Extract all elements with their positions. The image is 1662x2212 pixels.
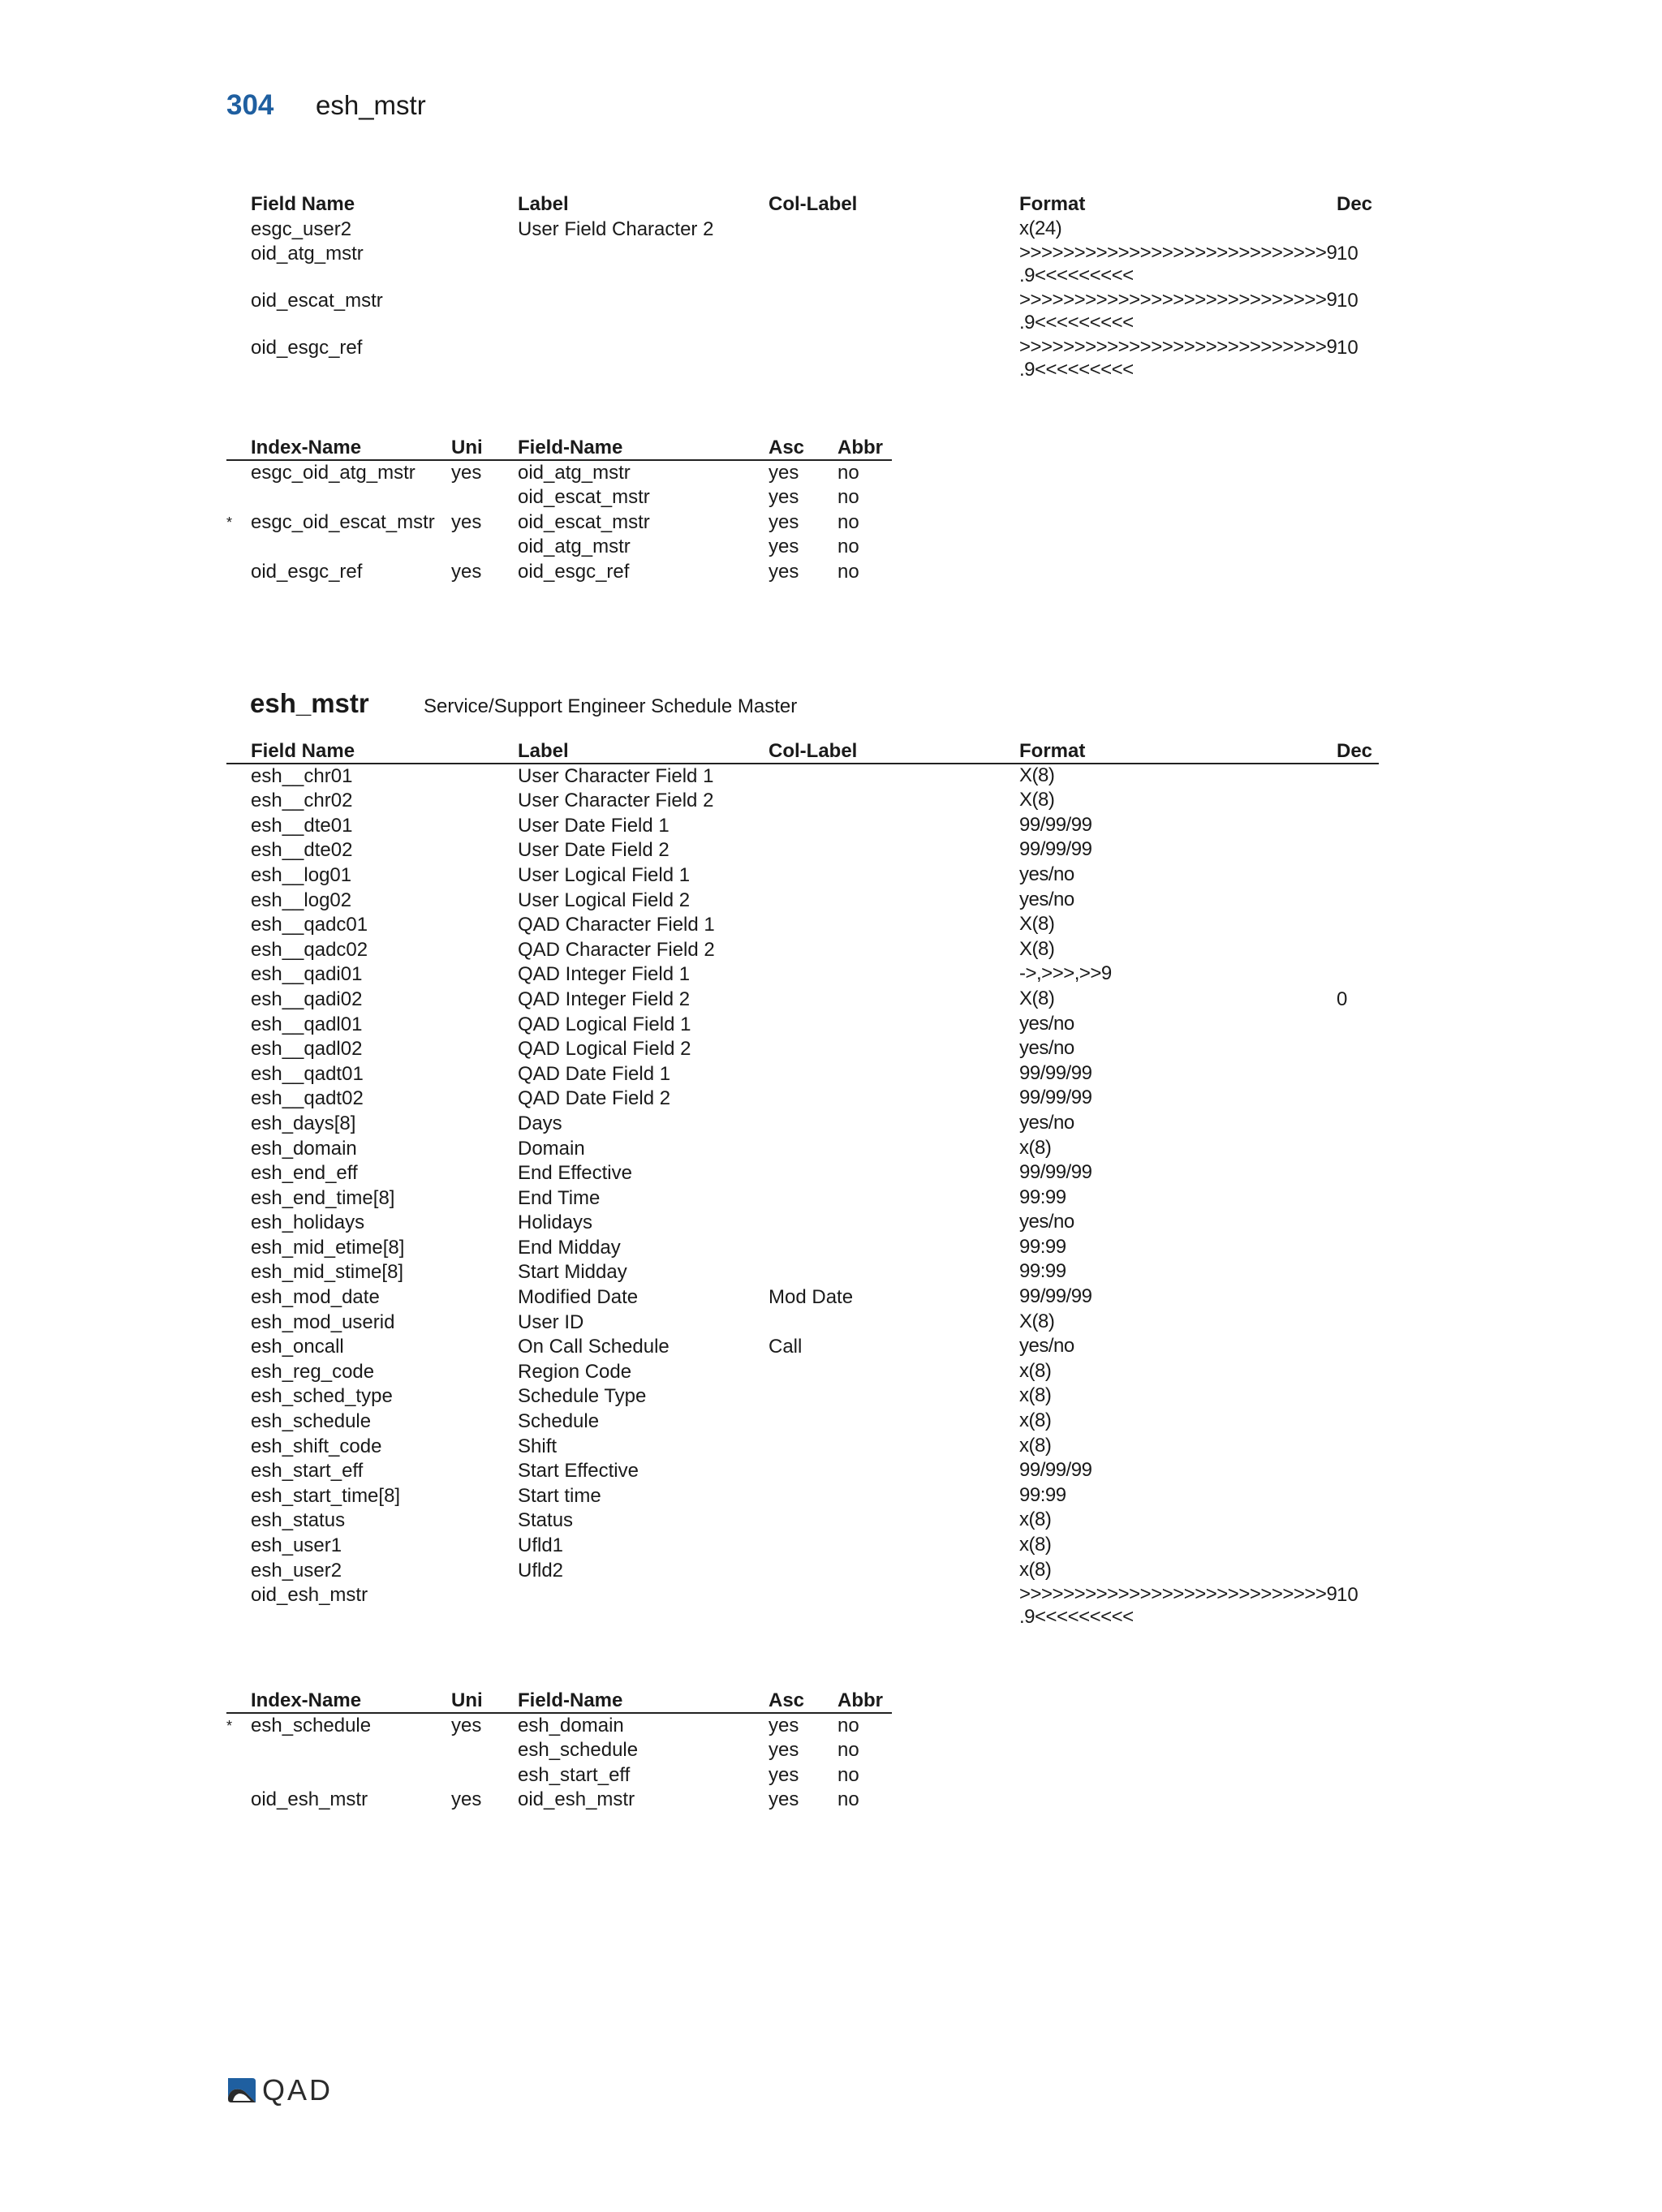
header-index-name: Index-Name [251,437,362,458]
format-line-continued: .9<<<<<<<<< [1019,1606,1134,1629]
field-format [1019,1335,1074,1358]
field-format [1019,1435,1051,1457]
index-ascending: yes [769,1714,799,1736]
index-abbreviated: no [837,1788,859,1811]
table-row [226,913,1379,938]
field-name: esh__log02 [251,889,352,911]
index-field-name: oid_esgc_ref [518,560,630,583]
field-dec: 10 [1337,290,1358,312]
format-line: yes/no [1019,1211,1074,1233]
field-name: oid_escat_mstr [251,290,383,312]
field-format [1019,1037,1074,1060]
field-format [1019,289,1337,334]
field-label: QAD Character Field 2 [518,938,715,961]
format-line: >>>>>>>>>>>>>>>>>>>>>>>>>>>>9 [1019,336,1337,359]
field-label: End Midday [518,1236,621,1259]
header-format: Format [1019,193,1086,215]
field-name: esh__qadc02 [251,938,368,961]
field-name: esh_user1 [251,1534,342,1556]
header-field-name: Field-Name [518,1689,623,1711]
table-row [226,1161,1379,1186]
index-field-name: oid_esh_mstr [518,1788,635,1811]
field-label: Ufld2 [518,1559,564,1582]
field-format [1019,1559,1051,1582]
format-line: 99/99/99 [1019,1087,1092,1109]
field-format [1019,1360,1051,1383]
format-line: x(8) [1019,1136,1052,1159]
header-asc: Asc [769,437,805,458]
table-row [226,962,1379,988]
field-label: User Date Field 1 [518,814,670,837]
format-line: yes/no [1019,1037,1074,1060]
index-unique: yes [451,510,482,533]
table-row [226,1435,1379,1460]
format-line: ->,>>>,>>9 [1019,962,1112,985]
index-field-name: oid_escat_mstr [518,510,650,533]
top-fields-rows [226,217,1379,384]
field-name: esh_reg_code [251,1360,375,1383]
field-format [1019,1062,1091,1085]
index-abbreviated: no [837,1714,859,1736]
index-abbreviated: no [837,510,859,533]
table-row [226,1583,1379,1630]
table-row [226,1310,1379,1336]
format-line: X(8) [1019,789,1055,811]
table-row [226,1236,1379,1261]
format-line: x(8) [1019,1534,1052,1556]
table-row [226,510,892,536]
field-name: esh_days[8] [251,1112,356,1134]
format-line: yes/no [1019,1335,1074,1358]
field-format [1019,1459,1091,1482]
field-name: esh__chr02 [251,790,353,812]
header-asc: Asc [769,1689,805,1711]
index-field-name: oid_atg_mstr [518,461,631,484]
field-label: User Character Field 1 [518,764,714,787]
table-row [226,988,1379,1013]
format-line: >>>>>>>>>>>>>>>>>>>>>>>>>>>>9 [1019,1583,1337,1606]
table-header-row [226,192,1379,217]
format-line: X(8) [1019,937,1055,960]
table-row [226,1137,1379,1162]
index-header-row [226,1689,892,1714]
field-label: Modified Date [518,1286,639,1309]
index-ascending: yes [769,486,799,509]
index-unique: yes [451,560,482,583]
header-col-label: Col-Label [769,740,858,762]
table-row [226,1459,1379,1484]
table-row [226,1384,1379,1409]
field-name: oid_atg_mstr [251,243,364,265]
format-line-continued: .9<<<<<<<<< [1019,312,1134,334]
field-format [1019,814,1091,837]
field-name: esh_sched_type [251,1385,393,1408]
index-ascending: yes [769,510,799,533]
field-label: QAD Date Field 1 [518,1062,671,1085]
index-field-name: esh_start_eff [518,1763,631,1786]
field-name: esh__qadl01 [251,1013,363,1035]
field-format [1019,1384,1051,1407]
table-row [226,1360,1379,1385]
table-row [226,889,1379,914]
header-dec: Dec [1337,193,1373,215]
table-row [226,1534,1379,1559]
field-label: Schedule [518,1410,600,1433]
header-abbr: Abbr [837,1689,883,1711]
index-abbreviated: no [837,1763,859,1786]
format-line: 99:99 [1019,1483,1066,1506]
field-name: esgc_user2 [251,217,352,240]
logo-wordmark: QAD [262,2073,334,2107]
field-format [1019,1484,1066,1507]
table-row [226,1112,1379,1137]
index-field-name: oid_atg_mstr [518,536,631,558]
field-name: esh__chr01 [251,764,353,787]
format-line: 99/99/99 [1019,813,1092,836]
table-row [226,1013,1379,1038]
field-label: QAD Integer Field 2 [518,988,691,1010]
field-format [1019,217,1061,240]
field-name: esh_start_eff [251,1460,364,1483]
main-fields-rows [226,764,1379,1631]
field-name: oid_esgc_ref [251,337,363,359]
header-field-name: Field-Name [518,437,623,458]
index-unique: yes [451,1714,482,1736]
field-format [1019,764,1054,787]
field-name: esh__qadt01 [251,1062,364,1085]
field-name: esh_mid_stime[8] [251,1261,404,1284]
main-index-rows [226,1714,892,1813]
format-line: X(8) [1019,764,1055,786]
main-index-table [226,1689,892,1813]
table-row [226,938,1379,963]
main-fields-table [226,739,1379,1630]
table-row [226,1260,1379,1285]
header-col-label: Col-Label [769,193,858,215]
table-header-row [226,739,1379,764]
table-row [226,485,892,510]
format-line: 99/99/99 [1019,1459,1092,1482]
field-name: esh__qadi01 [251,963,363,986]
running-header [226,89,426,130]
field-format [1019,1087,1091,1109]
format-line: yes/no [1019,1111,1074,1134]
field-label: Schedule Type [518,1385,647,1408]
format-line: yes/no [1019,863,1074,885]
field-format [1019,1161,1091,1184]
format-line: >>>>>>>>>>>>>>>>>>>>>>>>>>>>9 [1019,242,1337,265]
table-row [226,814,1379,839]
header-label: Label [518,740,569,762]
format-line: 99:99 [1019,1186,1066,1208]
index-abbreviated: no [837,536,859,558]
field-label: Domain [518,1137,585,1160]
field-format [1019,1409,1051,1432]
format-line: X(8) [1019,987,1055,1009]
field-label: Status [518,1509,574,1532]
field-label: Start Midday [518,1261,627,1284]
format-line: 99:99 [1019,1260,1066,1283]
index-ascending: yes [769,1739,799,1762]
table-row [226,838,1379,863]
field-name: esh_mid_etime[8] [251,1236,405,1259]
header-dec: Dec [1337,740,1373,762]
table-row [226,1763,892,1788]
table-row [226,535,892,560]
top-fields-table [226,192,1379,383]
field-format [1019,1211,1074,1233]
header-abbr: Abbr [837,437,883,458]
field-name: esh__dte01 [251,814,353,837]
field-label: On Call Schedule [518,1336,670,1358]
index-abbreviated: no [837,486,859,509]
index-header-row [226,436,892,461]
format-line: >>>>>>>>>>>>>>>>>>>>>>>>>>>>9 [1019,289,1337,312]
field-format [1019,962,1112,985]
field-format [1019,1285,1091,1308]
format-line: yes/no [1019,888,1074,910]
format-line: x(8) [1019,1434,1052,1457]
field-label: User ID [518,1310,584,1333]
field-label: Start Effective [518,1460,639,1483]
table-row [226,1335,1379,1360]
header-uni: Uni [451,1689,483,1711]
index-ascending: yes [769,1788,799,1811]
field-dec: 0 [1337,988,1348,1010]
header-field-name: Field Name [251,740,355,762]
field-label: QAD Logical Field 1 [518,1013,691,1035]
field-format [1019,838,1091,861]
footer-logo [225,2073,333,2107]
format-line: 99:99 [1019,1235,1066,1258]
table-row [226,1037,1379,1062]
field-name: esh__qadc01 [251,914,368,936]
field-name: esh_start_time[8] [251,1484,401,1507]
table-name: esh_mstr [250,688,369,718]
field-name: esh_domain [251,1137,357,1160]
table-section-heading [250,688,797,719]
field-format [1019,242,1337,287]
table-row [226,1211,1379,1236]
field-format [1019,1508,1051,1531]
index-name: oid_esh_mstr [251,1788,368,1811]
index-name: esh_schedule [251,1714,372,1736]
field-format [1019,1186,1066,1209]
field-format [1019,1112,1074,1134]
primary-index-marker: * [226,514,233,531]
table-description: Service/Support Engineer Schedule Master [424,695,798,717]
field-col-label: Mod Date [769,1286,854,1309]
field-label: Days [518,1112,562,1134]
field-label: Ufld1 [518,1534,564,1556]
table-row [226,1186,1379,1211]
field-col-label: Call [769,1336,803,1358]
format-line: X(8) [1019,913,1055,936]
index-name: esgc_oid_atg_mstr [251,461,416,484]
table-row [226,789,1379,814]
format-line: 99/99/99 [1019,1061,1092,1084]
field-name: esh__dte02 [251,839,353,862]
table-row [226,336,1379,383]
field-name: esh_mod_date [251,1286,380,1309]
field-name: oid_esh_mstr [251,1584,368,1607]
field-name: esh_shift_code [251,1435,382,1457]
field-label: QAD Integer Field 1 [518,963,691,986]
table-row [226,1484,1379,1509]
field-format [1019,1260,1066,1283]
index-ascending: yes [769,560,799,583]
field-name: esh_oncall [251,1336,344,1358]
field-format [1019,789,1054,811]
index-ascending: yes [769,536,799,558]
field-format [1019,863,1074,886]
field-format [1019,913,1054,936]
field-label: User Date Field 2 [518,839,670,862]
table-row [226,461,892,486]
field-label: User Logical Field 1 [518,863,691,886]
field-format [1019,1534,1051,1556]
field-format [1019,1013,1074,1035]
field-label: Holidays [518,1211,593,1234]
field-label: Region Code [518,1360,632,1383]
field-dec: 10 [1337,243,1358,265]
index-name: oid_esgc_ref [251,560,363,583]
field-label: User Character Field 2 [518,790,714,812]
field-format [1019,1236,1066,1259]
format-line: 99/99/99 [1019,838,1092,861]
format-line: x(8) [1019,1359,1052,1382]
field-format [1019,938,1054,961]
running-title: esh_mstr [316,90,426,120]
format-line: x(8) [1019,1558,1052,1581]
table-row [226,1508,1379,1534]
format-line: yes/no [1019,1012,1074,1035]
index-unique: yes [451,1788,482,1811]
field-label: Start time [518,1484,601,1507]
index-ascending: yes [769,461,799,484]
format-line: x(24) [1019,217,1062,239]
header-field-name: Field Name [251,193,355,215]
index-abbreviated: no [837,560,859,583]
field-name: esh__qadi02 [251,988,363,1010]
top-index-table [226,436,892,585]
index-name: esgc_oid_escat_mstr [251,510,435,533]
table-row [226,1559,1379,1584]
header-uni: Uni [451,437,483,458]
format-line: 99/99/99 [1019,1161,1092,1184]
field-dec: 10 [1337,337,1358,359]
table-row [226,217,1379,243]
field-format [1019,988,1054,1010]
table-row [226,560,892,585]
field-name: esh__log01 [251,863,352,886]
format-line: X(8) [1019,1310,1055,1332]
field-label: QAD Date Field 2 [518,1087,671,1110]
table-row [226,1788,892,1813]
field-format [1019,1583,1337,1629]
format-line-continued: .9<<<<<<<<< [1019,359,1134,381]
header-index-name: Index-Name [251,1689,362,1711]
field-label: QAD Character Field 1 [518,914,715,936]
header-format: Format [1019,740,1086,762]
index-field-name: oid_escat_mstr [518,486,650,509]
table-row [226,289,1379,336]
field-name: esh__qadt02 [251,1087,364,1110]
table-row [226,1087,1379,1112]
format-line: 99/99/99 [1019,1285,1092,1308]
field-name: esh_mod_userid [251,1310,395,1333]
field-name: esh_user2 [251,1559,342,1582]
index-abbreviated: no [837,1739,859,1762]
header-label: Label [518,193,569,215]
field-label: Shift [518,1435,558,1457]
format-line: x(8) [1019,1508,1052,1531]
index-ascending: yes [769,1763,799,1786]
table-row [226,242,1379,289]
index-abbreviated: no [837,461,859,484]
field-name: esh_end_eff [251,1162,358,1185]
format-line: x(8) [1019,1384,1052,1407]
field-format [1019,889,1074,911]
index-unique: yes [451,461,482,484]
table-row [226,764,1379,790]
table-row [226,1409,1379,1435]
table-row [226,1714,892,1739]
index-field-name: esh_schedule [518,1739,639,1762]
field-format [1019,1137,1051,1160]
field-name: esh_schedule [251,1410,372,1433]
field-name: esh_end_time[8] [251,1186,395,1209]
table-row [226,863,1379,889]
qad-logo-icon [225,2076,257,2104]
field-name: esh_status [251,1509,346,1532]
field-name: esh_holidays [251,1211,365,1234]
field-label: QAD Logical Field 2 [518,1038,691,1061]
field-name: esh__qadl02 [251,1038,363,1061]
field-label: End Time [518,1186,601,1209]
field-format [1019,1310,1054,1333]
field-label: End Effective [518,1162,632,1185]
table-row [226,1738,892,1763]
format-line-continued: .9<<<<<<<<< [1019,265,1134,287]
primary-index-marker: * [226,1717,233,1734]
table-row [226,1285,1379,1310]
table-row [226,1062,1379,1087]
format-line: x(8) [1019,1409,1052,1432]
index-field-name: esh_domain [518,1714,624,1736]
field-format [1019,336,1337,381]
top-index-rows [226,461,892,585]
field-label: User Field Character 2 [518,217,714,240]
field-label: User Logical Field 2 [518,889,691,911]
field-dec: 10 [1337,1584,1358,1607]
page-number: 304 [226,89,274,121]
